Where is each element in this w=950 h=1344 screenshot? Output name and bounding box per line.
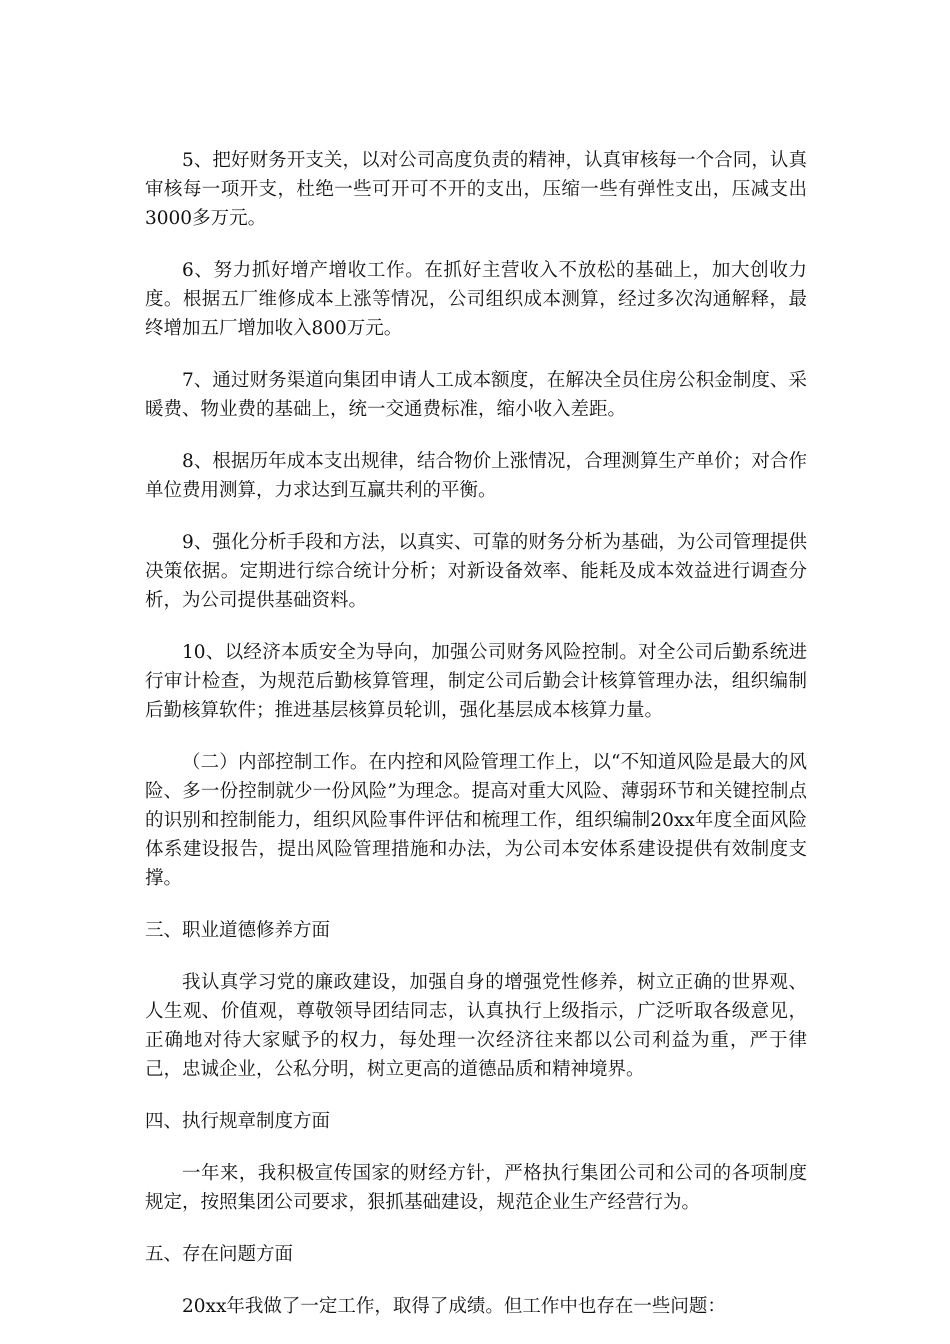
paragraph-item-6: 6、努力抓好增产增收工作。在抓好主营收入不放松的基础上，加大创收力度。根据五厂维修成本上涨等情况，公司组织成本测算，经过多次沟通解释，最终增加五厂增加收入800万元。 <box>145 260 807 339</box>
paragraph-item-5: 5、把好财务开支关，以对公司高度负责的精神，认真审核每一个合同，认真审核每一项开支，杜绝一些可开可不开的支出，压缩一些有弹性支出，压减支出3000多万元。 <box>145 150 807 229</box>
section-heading-ethics: 三、职业道德修养方面 <box>145 920 331 941</box>
document-body <box>145 146 807 1344</box>
paragraph-item-9: 9、强化分析手段和方法，以真实、可靠的财务分析为基础，为公司管理提供决策依据。定期进行综合统计分析；对新设备效率、能耗及成本效益进行调查分析，为公司提供基础资料。 <box>145 532 807 611</box>
paragraph-internal-control: （二）内部控制工作。在内控和风险管理工作上，以“不知道风险是最大的风险、多一份控制就少一份风险”为理念。提高对重大风险、薄弱环节和关键控制点的识别和控制能力，组织风险事件评估和梳理工作，组织编制20xx年度全面风险体系建设报告，提出风险管理措施和办法，为公司本安体系建设提供有效制度支撑。 <box>145 752 807 889</box>
section-heading-problems: 五、存在问题方面 <box>145 1244 294 1265</box>
paragraph-item-10: 10、以经济本质安全为导向，加强公司财务风险控制。对全公司后勤系统进行审计检查，为规范后勤核算管理，制定公司后勤会计核算管理办法，组织编制后勤核算软件；推进基层核算员轮训，强化基层成本核算力量。 <box>145 642 807 721</box>
paragraph-regulations: 一年来，我积极宣传国家的财经方针，严格执行集团公司和公司的各项制度规定，按照集团公司要求，狠抓基础建设，规范企业生产经营行为。 <box>145 1163 807 1213</box>
paragraph-item-7: 7、通过财务渠道向集团申请人工成本额度，在解决全员住房公积金制度、采暖费、物业费的基础上，统一交通费标准，缩小收入差距。 <box>145 370 807 420</box>
paragraph-ethics: 我认真学习党的廉政建设，加强自身的增强党性修养，树立正确的世界观、人生观、价值观，尊敬领导团结同志，认真执行上级指示，广泛听取各级意见，正确地对待大家赋予的权力，每处理一次经济往来都以公司利益为重，严于律己，忠诚企业，公私分明，树立更高的道德品质和精神境界。 <box>145 972 807 1080</box>
paragraph-item-8: 8、根据历年成本支出规律，结合物价上涨情况，合理测算生产单价；对合作单位费用测算，力求达到互赢共利的平衡。 <box>145 451 807 501</box>
section-heading-regulations: 四、执行规章制度方面 <box>145 1111 331 1132</box>
paragraph-problems: 20xx年我做了一定工作，取得了成绩。但工作中也存在一些问题： <box>182 1296 726 1317</box>
